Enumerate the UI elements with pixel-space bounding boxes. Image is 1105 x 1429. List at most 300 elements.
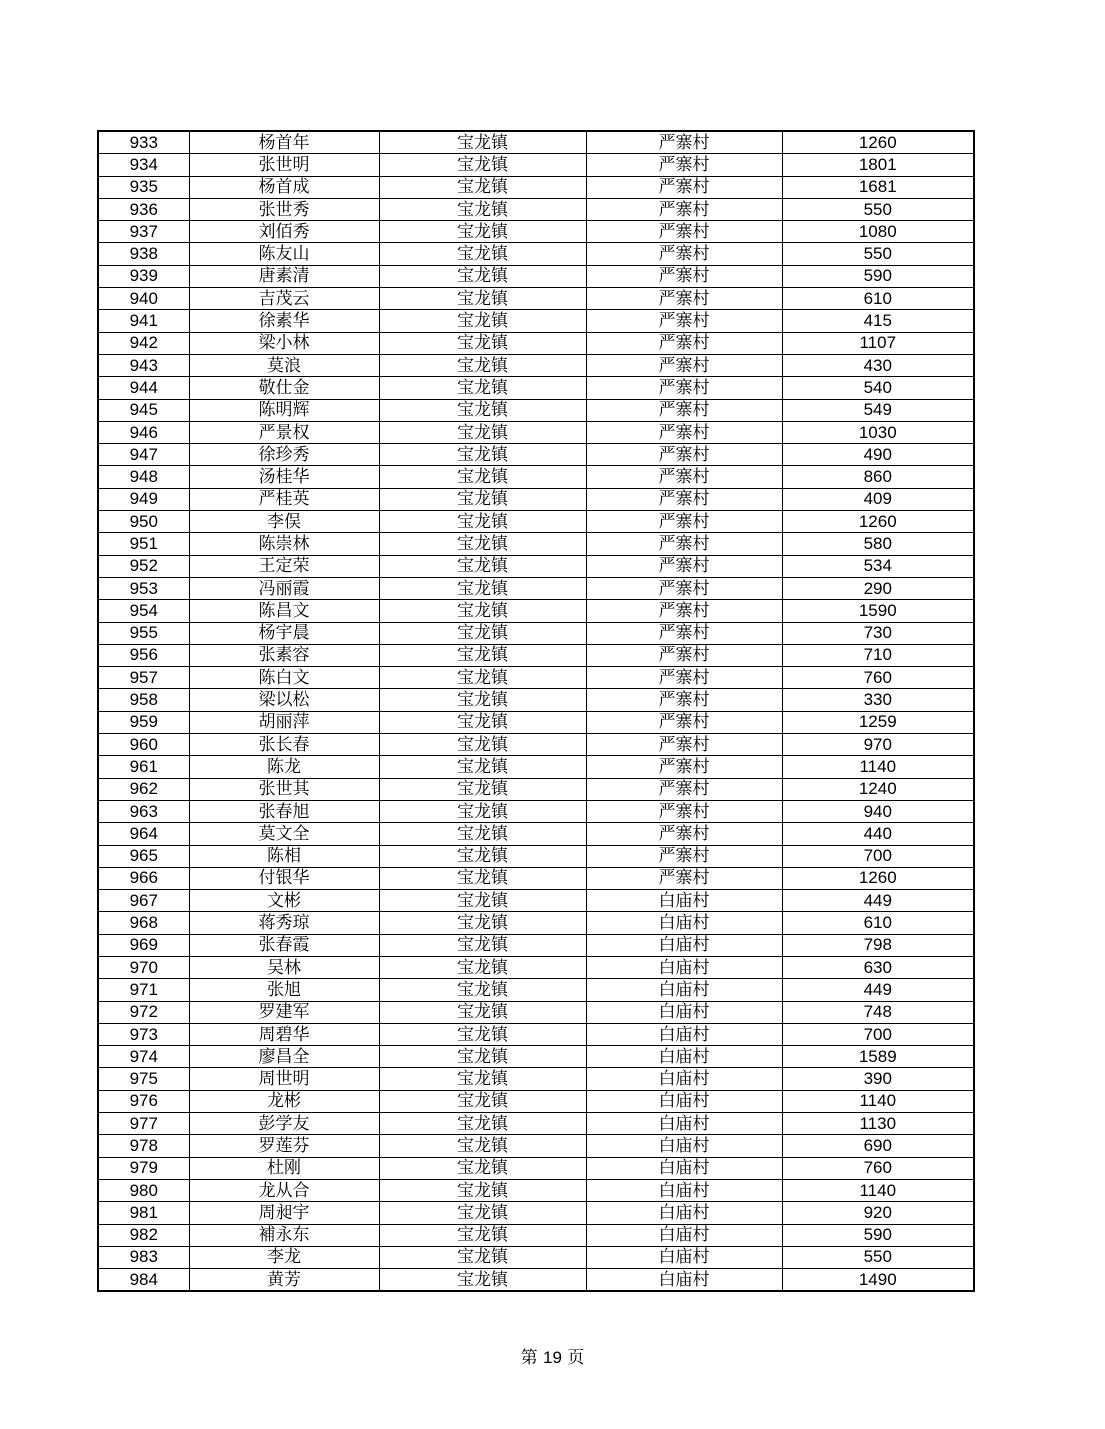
cell-town: 宝龙镇 bbox=[379, 956, 586, 978]
cell-village: 严寨村 bbox=[586, 354, 782, 376]
cell-id: 937 bbox=[98, 221, 189, 243]
cell-id: 975 bbox=[98, 1068, 189, 1090]
cell-name: 彭学友 bbox=[189, 1113, 379, 1135]
table-row bbox=[98, 1001, 974, 1023]
cell-village: 严寨村 bbox=[586, 488, 782, 510]
cell-id: 956 bbox=[98, 644, 189, 666]
cell-village: 严寨村 bbox=[586, 243, 782, 265]
table-row bbox=[98, 979, 974, 1001]
cell-town: 宝龙镇 bbox=[379, 1224, 586, 1246]
cell-village: 白庙村 bbox=[586, 1246, 782, 1268]
cell-name: 张春旭 bbox=[189, 800, 379, 822]
cell-town: 宝龙镇 bbox=[379, 778, 586, 800]
table-row bbox=[98, 533, 974, 555]
cell-village: 严寨村 bbox=[586, 288, 782, 310]
cell-amount: 1140 bbox=[782, 756, 974, 778]
cell-amount: 550 bbox=[782, 1246, 974, 1268]
cell-amount: 730 bbox=[782, 622, 974, 644]
cell-name: 唐素清 bbox=[189, 265, 379, 287]
cell-village: 严寨村 bbox=[586, 644, 782, 666]
cell-name: 张世秀 bbox=[189, 198, 379, 220]
cell-name: 李俣 bbox=[189, 511, 379, 533]
cell-town: 宝龙镇 bbox=[379, 511, 586, 533]
cell-name: 杨首年 bbox=[189, 131, 379, 154]
cell-village: 严寨村 bbox=[586, 332, 782, 354]
cell-id: 965 bbox=[98, 845, 189, 867]
cell-village: 严寨村 bbox=[586, 689, 782, 711]
cell-town: 宝龙镇 bbox=[379, 555, 586, 577]
cell-town: 宝龙镇 bbox=[379, 1179, 586, 1201]
cell-name: 周碧华 bbox=[189, 1023, 379, 1045]
table-row bbox=[98, 288, 974, 310]
cell-amount: 550 bbox=[782, 198, 974, 220]
cell-name: 罗莲芬 bbox=[189, 1135, 379, 1157]
cell-id: 971 bbox=[98, 979, 189, 1001]
cell-town: 宝龙镇 bbox=[379, 1135, 586, 1157]
cell-village: 白庙村 bbox=[586, 1224, 782, 1246]
cell-amount: 710 bbox=[782, 644, 974, 666]
cell-name: 张世明 bbox=[189, 154, 379, 176]
table-row bbox=[98, 1090, 974, 1112]
cell-name: 龙从合 bbox=[189, 1179, 379, 1201]
footer-prefix: 第 bbox=[520, 1348, 538, 1368]
cell-village: 严寨村 bbox=[586, 577, 782, 599]
table-row bbox=[98, 377, 974, 399]
cell-town: 宝龙镇 bbox=[379, 1113, 586, 1135]
cell-id: 963 bbox=[98, 800, 189, 822]
cell-amount: 540 bbox=[782, 377, 974, 399]
table-row bbox=[98, 823, 974, 845]
cell-amount: 1260 bbox=[782, 511, 974, 533]
cell-town: 宝龙镇 bbox=[379, 1046, 586, 1068]
cell-village: 白庙村 bbox=[586, 1090, 782, 1112]
cell-village: 白庙村 bbox=[586, 1202, 782, 1224]
cell-name: 黄芳 bbox=[189, 1269, 379, 1292]
cell-village: 严寨村 bbox=[586, 845, 782, 867]
table-row bbox=[98, 1179, 974, 1201]
cell-village: 白庙村 bbox=[586, 1046, 782, 1068]
cell-name: 吴林 bbox=[189, 956, 379, 978]
cell-id: 984 bbox=[98, 1269, 189, 1292]
record-table bbox=[97, 130, 975, 1292]
cell-name: 補永东 bbox=[189, 1224, 379, 1246]
cell-name: 徐素华 bbox=[189, 310, 379, 332]
cell-village: 严寨村 bbox=[586, 823, 782, 845]
cell-town: 宝龙镇 bbox=[379, 198, 586, 220]
cell-village: 严寨村 bbox=[586, 622, 782, 644]
cell-town: 宝龙镇 bbox=[379, 823, 586, 845]
table-row bbox=[98, 1068, 974, 1090]
cell-id: 959 bbox=[98, 711, 189, 733]
cell-amount: 748 bbox=[782, 1001, 974, 1023]
table-row bbox=[98, 956, 974, 978]
cell-id: 964 bbox=[98, 823, 189, 845]
cell-amount: 1259 bbox=[782, 711, 974, 733]
cell-name: 杨宇晨 bbox=[189, 622, 379, 644]
cell-id: 946 bbox=[98, 421, 189, 443]
cell-village: 严寨村 bbox=[586, 221, 782, 243]
cell-id: 953 bbox=[98, 577, 189, 599]
cell-town: 宝龙镇 bbox=[379, 288, 586, 310]
cell-id: 979 bbox=[98, 1157, 189, 1179]
cell-id: 970 bbox=[98, 956, 189, 978]
cell-amount: 440 bbox=[782, 823, 974, 845]
cell-amount: 970 bbox=[782, 734, 974, 756]
cell-town: 宝龙镇 bbox=[379, 488, 586, 510]
table-row bbox=[98, 1202, 974, 1224]
cell-amount: 449 bbox=[782, 890, 974, 912]
cell-town: 宝龙镇 bbox=[379, 600, 586, 622]
cell-village: 严寨村 bbox=[586, 667, 782, 689]
table-row bbox=[98, 154, 974, 176]
cell-id: 978 bbox=[98, 1135, 189, 1157]
cell-id: 967 bbox=[98, 890, 189, 912]
cell-village: 白庙村 bbox=[586, 1113, 782, 1135]
cell-name: 蒋秀琼 bbox=[189, 912, 379, 934]
table-row bbox=[98, 1269, 974, 1292]
table-row bbox=[98, 198, 974, 220]
cell-id: 944 bbox=[98, 377, 189, 399]
cell-village: 严寨村 bbox=[586, 176, 782, 198]
cell-name: 付银华 bbox=[189, 867, 379, 889]
cell-id: 950 bbox=[98, 511, 189, 533]
cell-town: 宝龙镇 bbox=[379, 800, 586, 822]
cell-name: 陈明辉 bbox=[189, 399, 379, 421]
cell-village: 严寨村 bbox=[586, 466, 782, 488]
table-row bbox=[98, 466, 974, 488]
cell-village: 严寨村 bbox=[586, 600, 782, 622]
cell-id: 961 bbox=[98, 756, 189, 778]
cell-village: 严寨村 bbox=[586, 867, 782, 889]
cell-town: 宝龙镇 bbox=[379, 354, 586, 376]
cell-name: 严景权 bbox=[189, 421, 379, 443]
cell-id: 969 bbox=[98, 934, 189, 956]
cell-town: 宝龙镇 bbox=[379, 154, 586, 176]
table-row bbox=[98, 243, 974, 265]
cell-amount: 550 bbox=[782, 243, 974, 265]
table-row bbox=[98, 644, 974, 666]
cell-id: 949 bbox=[98, 488, 189, 510]
cell-name: 梁以松 bbox=[189, 689, 379, 711]
table-row bbox=[98, 332, 974, 354]
cell-village: 严寨村 bbox=[586, 131, 782, 154]
table-row bbox=[98, 1246, 974, 1268]
cell-town: 宝龙镇 bbox=[379, 622, 586, 644]
table-row bbox=[98, 800, 974, 822]
cell-town: 宝龙镇 bbox=[379, 1202, 586, 1224]
cell-name: 吉茂云 bbox=[189, 288, 379, 310]
cell-amount: 630 bbox=[782, 956, 974, 978]
cell-name: 陈相 bbox=[189, 845, 379, 867]
cell-name: 敬仕金 bbox=[189, 377, 379, 399]
cell-name: 周世明 bbox=[189, 1068, 379, 1090]
cell-village: 严寨村 bbox=[586, 444, 782, 466]
cell-name: 杨首成 bbox=[189, 176, 379, 198]
cell-id: 962 bbox=[98, 778, 189, 800]
cell-village: 白庙村 bbox=[586, 1068, 782, 1090]
cell-name: 罗建军 bbox=[189, 1001, 379, 1023]
cell-village: 严寨村 bbox=[586, 555, 782, 577]
cell-amount: 1681 bbox=[782, 176, 974, 198]
cell-name: 徐珍秀 bbox=[189, 444, 379, 466]
cell-town: 宝龙镇 bbox=[379, 332, 586, 354]
cell-amount: 1490 bbox=[782, 1269, 974, 1292]
cell-name: 周昶宇 bbox=[189, 1202, 379, 1224]
table-row bbox=[98, 511, 974, 533]
cell-village: 白庙村 bbox=[586, 934, 782, 956]
table-row bbox=[98, 1113, 974, 1135]
cell-village: 严寨村 bbox=[586, 310, 782, 332]
cell-town: 宝龙镇 bbox=[379, 377, 586, 399]
cell-id: 948 bbox=[98, 466, 189, 488]
table-row bbox=[98, 310, 974, 332]
cell-town: 宝龙镇 bbox=[379, 265, 586, 287]
page-number: 19 bbox=[543, 1348, 562, 1367]
cell-town: 宝龙镇 bbox=[379, 444, 586, 466]
cell-amount: 1260 bbox=[782, 867, 974, 889]
cell-amount: 1240 bbox=[782, 778, 974, 800]
cell-town: 宝龙镇 bbox=[379, 934, 586, 956]
table-body bbox=[98, 131, 974, 1291]
cell-id: 934 bbox=[98, 154, 189, 176]
cell-village: 严寨村 bbox=[586, 154, 782, 176]
cell-town: 宝龙镇 bbox=[379, 577, 586, 599]
cell-name: 陈白文 bbox=[189, 667, 379, 689]
table-row bbox=[98, 577, 974, 599]
table-row bbox=[98, 265, 974, 287]
cell-town: 宝龙镇 bbox=[379, 399, 586, 421]
cell-id: 974 bbox=[98, 1046, 189, 1068]
cell-id: 936 bbox=[98, 198, 189, 220]
table-row bbox=[98, 734, 974, 756]
cell-id: 939 bbox=[98, 265, 189, 287]
cell-amount: 1140 bbox=[782, 1179, 974, 1201]
table-row bbox=[98, 421, 974, 443]
cell-id: 973 bbox=[98, 1023, 189, 1045]
cell-name: 张长春 bbox=[189, 734, 379, 756]
table-row bbox=[98, 689, 974, 711]
cell-id: 940 bbox=[98, 288, 189, 310]
table-row bbox=[98, 399, 974, 421]
cell-amount: 700 bbox=[782, 845, 974, 867]
cell-id: 943 bbox=[98, 354, 189, 376]
cell-name: 严桂英 bbox=[189, 488, 379, 510]
cell-name: 陈龙 bbox=[189, 756, 379, 778]
cell-amount: 798 bbox=[782, 934, 974, 956]
cell-amount: 390 bbox=[782, 1068, 974, 1090]
cell-id: 941 bbox=[98, 310, 189, 332]
cell-id: 933 bbox=[98, 131, 189, 154]
cell-amount: 690 bbox=[782, 1135, 974, 1157]
cell-id: 976 bbox=[98, 1090, 189, 1112]
cell-id: 947 bbox=[98, 444, 189, 466]
cell-village: 严寨村 bbox=[586, 734, 782, 756]
cell-name: 王定荣 bbox=[189, 555, 379, 577]
page-footer bbox=[0, 1343, 1105, 1368]
table-row bbox=[98, 912, 974, 934]
cell-amount: 590 bbox=[782, 265, 974, 287]
table-row bbox=[98, 221, 974, 243]
cell-id: 952 bbox=[98, 555, 189, 577]
cell-village: 白庙村 bbox=[586, 890, 782, 912]
cell-name: 张素容 bbox=[189, 644, 379, 666]
cell-town: 宝龙镇 bbox=[379, 421, 586, 443]
cell-amount: 549 bbox=[782, 399, 974, 421]
cell-village: 白庙村 bbox=[586, 912, 782, 934]
cell-town: 宝龙镇 bbox=[379, 131, 586, 154]
table-row bbox=[98, 667, 974, 689]
cell-town: 宝龙镇 bbox=[379, 644, 586, 666]
cell-town: 宝龙镇 bbox=[379, 466, 586, 488]
cell-village: 严寨村 bbox=[586, 377, 782, 399]
footer-suffix: 页 bbox=[567, 1348, 585, 1368]
cell-town: 宝龙镇 bbox=[379, 176, 586, 198]
cell-id: 972 bbox=[98, 1001, 189, 1023]
cell-id: 966 bbox=[98, 867, 189, 889]
cell-name: 张世其 bbox=[189, 778, 379, 800]
cell-name: 龙彬 bbox=[189, 1090, 379, 1112]
cell-village: 白庙村 bbox=[586, 1001, 782, 1023]
table-row bbox=[98, 131, 974, 154]
cell-id: 980 bbox=[98, 1179, 189, 1201]
table-row bbox=[98, 845, 974, 867]
table-row bbox=[98, 600, 974, 622]
table-row bbox=[98, 1157, 974, 1179]
cell-village: 严寨村 bbox=[586, 756, 782, 778]
cell-id: 938 bbox=[98, 243, 189, 265]
cell-id: 982 bbox=[98, 1224, 189, 1246]
cell-town: 宝龙镇 bbox=[379, 1269, 586, 1292]
cell-town: 宝龙镇 bbox=[379, 867, 586, 889]
cell-village: 白庙村 bbox=[586, 1135, 782, 1157]
cell-name: 莫浪 bbox=[189, 354, 379, 376]
table-row bbox=[98, 444, 974, 466]
cell-town: 宝龙镇 bbox=[379, 689, 586, 711]
cell-amount: 580 bbox=[782, 533, 974, 555]
cell-amount: 490 bbox=[782, 444, 974, 466]
table-row bbox=[98, 1046, 974, 1068]
cell-amount: 1030 bbox=[782, 421, 974, 443]
cell-village: 白庙村 bbox=[586, 1269, 782, 1292]
cell-amount: 330 bbox=[782, 689, 974, 711]
table-row bbox=[98, 555, 974, 577]
cell-amount: 590 bbox=[782, 1224, 974, 1246]
cell-amount: 610 bbox=[782, 288, 974, 310]
cell-id: 960 bbox=[98, 734, 189, 756]
cell-town: 宝龙镇 bbox=[379, 756, 586, 778]
cell-name: 张春霞 bbox=[189, 934, 379, 956]
cell-name: 莫文全 bbox=[189, 823, 379, 845]
cell-town: 宝龙镇 bbox=[379, 667, 586, 689]
cell-town: 宝龙镇 bbox=[379, 1246, 586, 1268]
cell-village: 严寨村 bbox=[586, 800, 782, 822]
cell-village: 严寨村 bbox=[586, 399, 782, 421]
cell-town: 宝龙镇 bbox=[379, 310, 586, 332]
cell-village: 严寨村 bbox=[586, 421, 782, 443]
cell-id: 951 bbox=[98, 533, 189, 555]
cell-name: 陈昌文 bbox=[189, 600, 379, 622]
cell-village: 严寨村 bbox=[586, 778, 782, 800]
cell-id: 958 bbox=[98, 689, 189, 711]
cell-name: 文彬 bbox=[189, 890, 379, 912]
table-row bbox=[98, 176, 974, 198]
cell-amount: 760 bbox=[782, 667, 974, 689]
cell-name: 梁小林 bbox=[189, 332, 379, 354]
cell-amount: 415 bbox=[782, 310, 974, 332]
cell-amount: 409 bbox=[782, 488, 974, 510]
cell-town: 宝龙镇 bbox=[379, 243, 586, 265]
table-row bbox=[98, 934, 974, 956]
cell-town: 宝龙镇 bbox=[379, 1023, 586, 1045]
cell-town: 宝龙镇 bbox=[379, 221, 586, 243]
cell-id: 981 bbox=[98, 1202, 189, 1224]
cell-village: 严寨村 bbox=[586, 533, 782, 555]
cell-name: 刘佰秀 bbox=[189, 221, 379, 243]
cell-town: 宝龙镇 bbox=[379, 845, 586, 867]
cell-name: 冯丽霞 bbox=[189, 577, 379, 599]
cell-village: 严寨村 bbox=[586, 711, 782, 733]
table-row bbox=[98, 867, 974, 889]
cell-village: 严寨村 bbox=[586, 265, 782, 287]
cell-amount: 1080 bbox=[782, 221, 974, 243]
cell-amount: 1590 bbox=[782, 600, 974, 622]
table-row bbox=[98, 711, 974, 733]
cell-name: 杜刚 bbox=[189, 1157, 379, 1179]
cell-town: 宝龙镇 bbox=[379, 734, 586, 756]
cell-village: 白庙村 bbox=[586, 956, 782, 978]
cell-amount: 534 bbox=[782, 555, 974, 577]
cell-amount: 920 bbox=[782, 1202, 974, 1224]
cell-village: 严寨村 bbox=[586, 511, 782, 533]
cell-amount: 290 bbox=[782, 577, 974, 599]
cell-town: 宝龙镇 bbox=[379, 711, 586, 733]
table-row bbox=[98, 488, 974, 510]
cell-id: 968 bbox=[98, 912, 189, 934]
cell-id: 935 bbox=[98, 176, 189, 198]
table-row bbox=[98, 1224, 974, 1246]
table-row bbox=[98, 756, 974, 778]
cell-name: 张旭 bbox=[189, 979, 379, 1001]
cell-amount: 1801 bbox=[782, 154, 974, 176]
cell-town: 宝龙镇 bbox=[379, 1090, 586, 1112]
cell-town: 宝龙镇 bbox=[379, 979, 586, 1001]
cell-town: 宝龙镇 bbox=[379, 1068, 586, 1090]
cell-village: 白庙村 bbox=[586, 1179, 782, 1201]
cell-amount: 1260 bbox=[782, 131, 974, 154]
cell-name: 陈友山 bbox=[189, 243, 379, 265]
cell-id: 942 bbox=[98, 332, 189, 354]
cell-amount: 449 bbox=[782, 979, 974, 1001]
cell-id: 955 bbox=[98, 622, 189, 644]
table-row bbox=[98, 622, 974, 644]
cell-village: 白庙村 bbox=[586, 1157, 782, 1179]
cell-id: 954 bbox=[98, 600, 189, 622]
cell-name: 胡丽萍 bbox=[189, 711, 379, 733]
cell-id: 945 bbox=[98, 399, 189, 421]
cell-village: 白庙村 bbox=[586, 1023, 782, 1045]
cell-amount: 940 bbox=[782, 800, 974, 822]
cell-id: 957 bbox=[98, 667, 189, 689]
cell-name: 陈崇林 bbox=[189, 533, 379, 555]
table-row bbox=[98, 1023, 974, 1045]
cell-town: 宝龙镇 bbox=[379, 1157, 586, 1179]
table-row bbox=[98, 1135, 974, 1157]
table-row bbox=[98, 778, 974, 800]
cell-amount: 700 bbox=[782, 1023, 974, 1045]
cell-village: 严寨村 bbox=[586, 198, 782, 220]
cell-id: 983 bbox=[98, 1246, 189, 1268]
cell-town: 宝龙镇 bbox=[379, 533, 586, 555]
